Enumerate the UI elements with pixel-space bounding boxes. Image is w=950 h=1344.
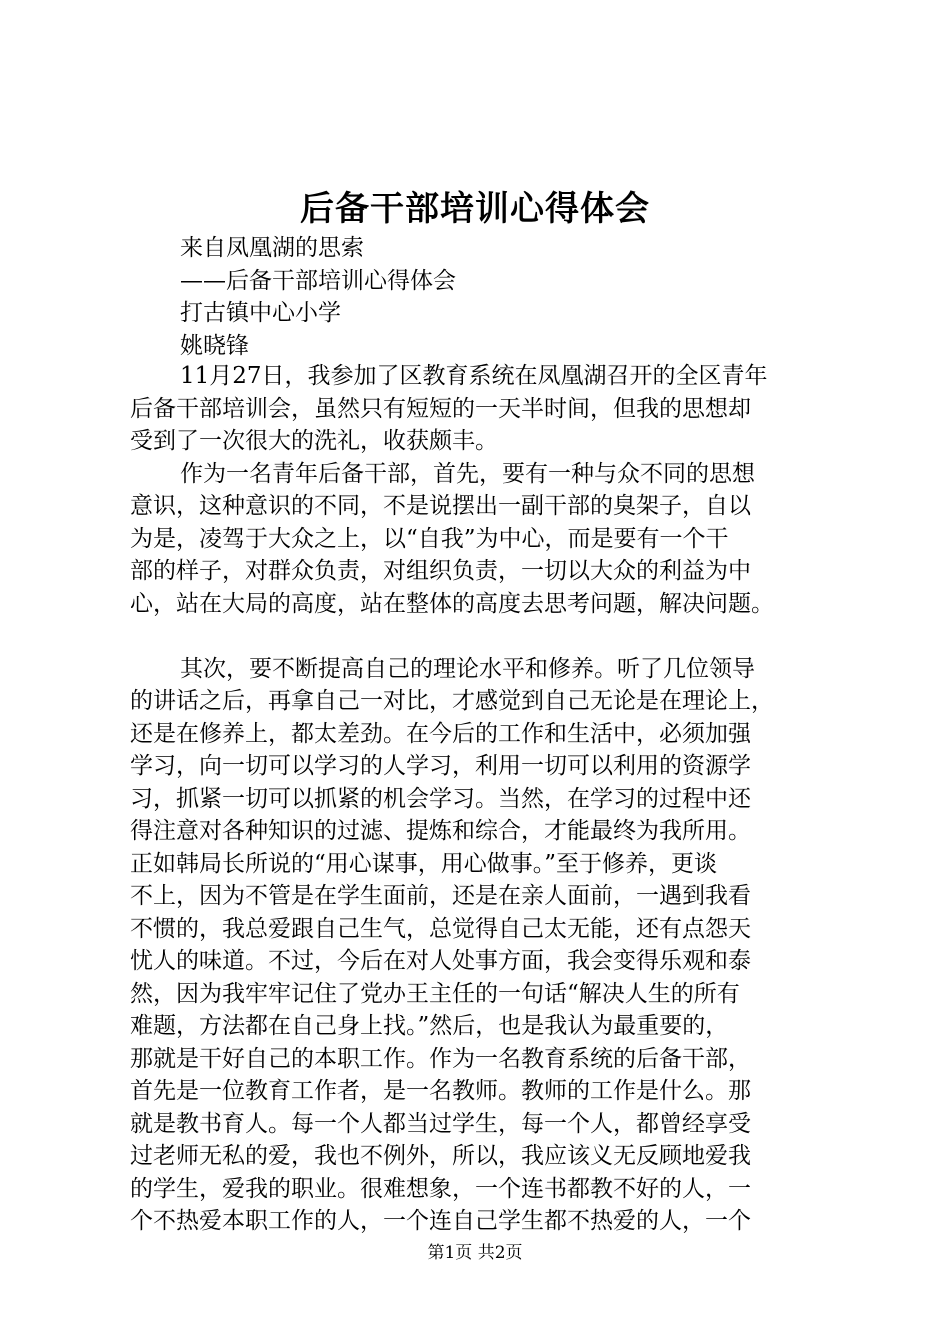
meta-subheading: ——后备干部培训心得体会 (180, 267, 456, 294)
text-line: 不惯的，我总爱跟自己生气，总觉得自己太无能，还有点怨天 (130, 915, 751, 942)
blank-line (130, 620, 850, 653)
text-line: 后备干部培训会，虽然只有短短的一天半时间，但我的思想却 (130, 395, 751, 422)
text-line: 得注意对各种知识的过滤、提炼和综合，才能最终为我所用。 (130, 818, 751, 844)
text-line: 意识，这种意识的不同，不是说摆出一副干部的臭架子，自以 (130, 493, 751, 519)
text-line: 忧人的味道。不过，今后在对人处事方面，我会变得乐观和泰 (130, 948, 751, 974)
meta-school: 打古镇中心小学 (180, 300, 341, 326)
text-line: 受到了一次很大的洗礼，收获颇丰。 (130, 428, 498, 454)
text-line: 其次，要不断提高自己的理论水平和修养。听了几位领导 (180, 655, 755, 682)
text-line: 还是在修养上，都太差劲。在今后的工作和生活中，必须加强 (130, 720, 751, 747)
text-line: 为是，凌驾于大众之上，以“自我”为中心，而是要有一个干 (130, 525, 729, 552)
text-line: 的学生，爱我的职业。很难想象，一个连书都教不好的人，一 (130, 1175, 751, 1202)
text-line: 不上，因为不管是在学生面前，还是在亲人面前，一遇到我看 (130, 883, 751, 909)
text-line: 难题，方法都在自己身上找。”然后，也是我认为最重要的， (130, 1013, 729, 1039)
document-title: 后备干部培训心得体会 (300, 189, 650, 229)
text-line: 首先是一位教育工作者，是一名教师。教师的工作是什么。那 (130, 1078, 751, 1104)
text-line: 正如韩局长所说的“用心谋事，用心做事。”至于修养，更谈 (130, 850, 718, 877)
text-line: 作为一名青年后备干部，首先，要有一种与众不同的思想 (180, 460, 755, 487)
meta-author: 姚晓锋 (180, 332, 249, 359)
text-line: 的讲话之后，再拿自己一对比，才感觉到自己无论是在理论上， (130, 688, 774, 714)
text-line: 习，抓紧一切可以抓紧的机会学习。当然，在学习的过程中还 (130, 785, 751, 812)
text-line: 然，因为我牢牢记住了党办王主任的一句话“解决人生的所有 (130, 980, 740, 1007)
text-line: 那就是干好自己的本职工作。作为一名教育系统的后备干部， (130, 1045, 751, 1072)
document-body (130, 360, 850, 1238)
text-line: 心，站在大局的高度，站在整体的高度去思考问题，解决问题。 (130, 590, 774, 617)
text-line: 就是教书育人。每一个人都当过学生，每一个人，都曾经享受 (130, 1110, 751, 1137)
text-line: 11月27日，我参加了区教育系统在凤凰湖召开的全区青年 (180, 363, 768, 389)
text-line: 个不热爱本职工作的人，一个连自己学生都不热爱的人，一个 (130, 1208, 751, 1234)
meta-subtitle: 来自凤凰湖的思索 (180, 235, 364, 261)
document-meta (180, 232, 456, 362)
text-line: 过老师无私的爱，我也不例外，所以，我应该义无反顾地爱我 (130, 1143, 751, 1169)
text-line: 部的样子，对群众负责，对组织负责，一切以大众的利益为中 (130, 558, 751, 584)
text-line: 学习，向一切可以学习的人学习，利用一切可以利用的资源学 (130, 753, 751, 779)
page-footer: 第1页 共2页 (427, 1243, 523, 1263)
